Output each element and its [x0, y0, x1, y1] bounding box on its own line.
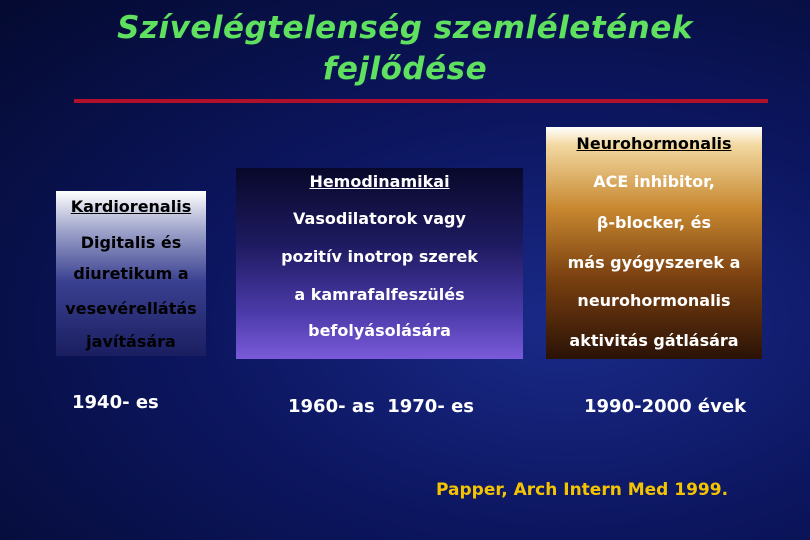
column-line: javítására — [86, 332, 176, 351]
slide-title — [0, 8, 810, 90]
era-label: 1960- as 1970- es — [288, 396, 474, 417]
column-header: Kardiorenalis — [70, 197, 192, 216]
title-divider — [74, 99, 768, 103]
column-line: β-blocker, és — [596, 213, 712, 232]
title-line-1: Szívelégtelenség szemléletének — [117, 10, 693, 46]
hemodinamikai-box — [236, 168, 523, 359]
column-line: ACE inhibitor, — [593, 172, 715, 191]
citation: Papper, Arch Intern Med 1999. — [436, 480, 729, 500]
column-line: aktivitás gátlására — [569, 331, 739, 350]
era-label: 1990-2000 évek — [584, 396, 747, 417]
era-label: 1940- es — [72, 392, 159, 413]
column-line: befolyásolására — [308, 321, 451, 340]
column-line: neurohormonalis — [577, 291, 731, 310]
column-line: Digitalis és — [80, 233, 182, 252]
column-line: pozitív inotrop szerek — [281, 247, 478, 266]
column-header: Hemodinamikai — [309, 172, 450, 191]
neurohormonalis-box — [546, 127, 762, 359]
column-line: diuretikum a — [73, 264, 189, 283]
column-header: Neurohormonalis — [576, 134, 732, 153]
column-line: más gyógyszerek a — [567, 253, 741, 272]
kardiorenalis-box — [56, 191, 206, 356]
title-line-2: fejlődése — [322, 51, 488, 87]
column-line: vesevérellátás — [65, 299, 197, 318]
column-line: Vasodilatorok vagy — [293, 209, 466, 228]
column-line: a kamrafalfeszülés — [294, 285, 465, 304]
